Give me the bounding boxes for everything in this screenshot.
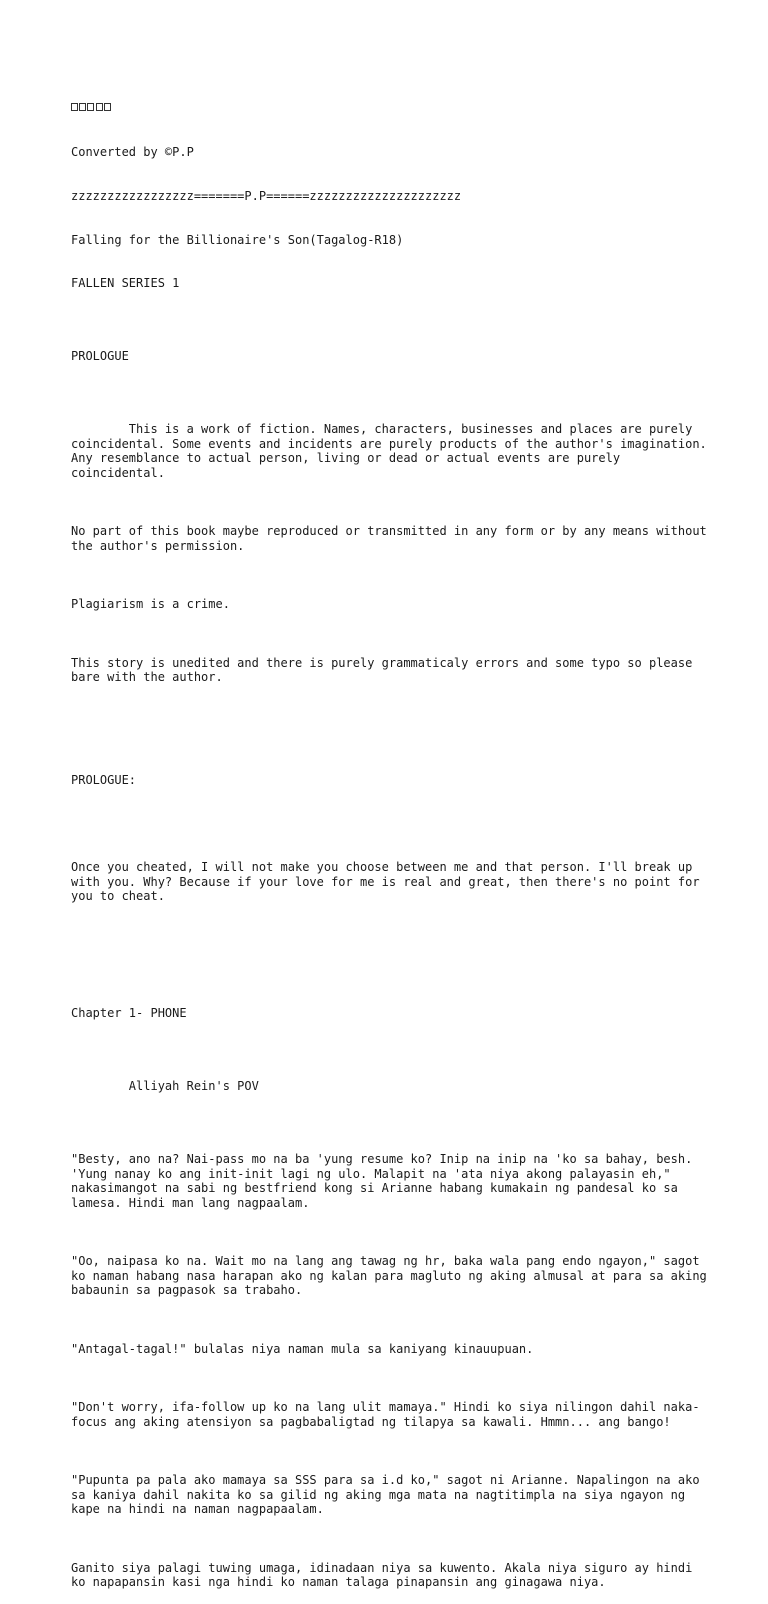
prologue-text: Once you cheated, I will not make you choose between me and that person. I'll break up with you. Why? Because if your love for me is real and great, then there's no point for you to cheat.	[71, 860, 707, 904]
disclaimer-paragraph-3: Plagiarism is a crime.	[71, 597, 230, 612]
disclaimer-paragraph-1: This is a work of fiction. Names, characters, businesses and places are purely coincidental. Some events and incidents are purely products of the author's imagination. Any resemblance to actual person, living or dead or actual events are purely coincidental.	[71, 422, 714, 481]
chapter-paragraph: "Antagal-tagal!" bulalas niya naman mula sa kaniyang kinauupuan.	[71, 1341, 534, 1356]
chapter-paragraph: "Pupunta pa pala ako mamaya sa SSS para sa i.d ko," sagot ni Arianne. Napalingon na ako sa kaniya dahil nakita ko sa gilid ng aking mga mata na nagtitimpla na siya ngayon ng kape na hindi na naman nagpapaalam.	[71, 1473, 707, 1517]
chapter-heading: Chapter 1- PHONE	[71, 1006, 187, 1021]
glyph-box-icon	[87, 103, 94, 111]
glyph-box-icon	[96, 103, 103, 111]
converted-by: Converted by ©P.P	[71, 144, 194, 159]
disclaimer-paragraph-4: This story is unedited and there is purely grammaticaly errors and some typo so please bare with the author.	[71, 655, 700, 685]
chapter-paragraph: "Besty, ano na? Nai-pass mo na ba 'yung resume ko? Inip na inip na 'ko sa bahay, besh. 'Yung nanay ko ang init-init lagi ng ulo. Malapit na 'ata niya akong palayasin eh," nakasimangot na sabi ng bestfriend kong si Arianne habang kumakain ng pandesal ko sa lamesa. Hindi man lang nagpaalam.	[71, 1151, 700, 1210]
separator-line: zzzzzzzzzzzzzzzzz=======P.P======zzzzzzzzzzzzzzzzzzzzz	[71, 188, 462, 203]
prologue-heading-2: PROLOGUE:	[71, 772, 137, 787]
prologue-heading: PROLOGUE	[71, 349, 129, 364]
glyph-box-icon	[104, 103, 111, 111]
book-title: Falling for the Billionaire's Son(Tagalog-R18)	[71, 232, 404, 247]
glyph-box-icon	[71, 103, 78, 111]
chapter-paragraph: "Oo, naipasa ko na. Wait mo na lang ang tawag ng hr, baka wala pang endo ngayon," sagot ko naman habang nasa harapan ako ng kalan para magluto ng aking almusal at para sa aking babaunin sa pagpasok sa trabaho.	[71, 1254, 714, 1298]
document-page	[71, 72, 714, 1604]
glyph-box-icon	[79, 103, 86, 111]
pov-label: Alliyah Rein's POV	[71, 1079, 259, 1093]
chapter-paragraph: Ganito siya palagi tuwing umaga, idinadaan niya sa kuwento. Akala niya siguro ay hindi ko napapansin kasi nga hindi ko naman talaga pinapansin ang ginagawa niya.	[71, 1560, 700, 1590]
unknown-glyph-boxes	[71, 101, 711, 116]
series-name: FALLEN SERIES 1	[71, 276, 180, 291]
chapter-paragraph: "Don't worry, ifa-follow up ko na lang ulit mamaya." Hindi ko siya nilingon dahil naka-focus ang aking atensiyon sa pagbabaligtad ng tilapya sa kawali. Hmmn... ang bango!	[71, 1400, 700, 1429]
disclaimer-paragraph-2: No part of this book maybe reproduced or transmitted in any form or by any means without the author's permission.	[71, 524, 714, 553]
